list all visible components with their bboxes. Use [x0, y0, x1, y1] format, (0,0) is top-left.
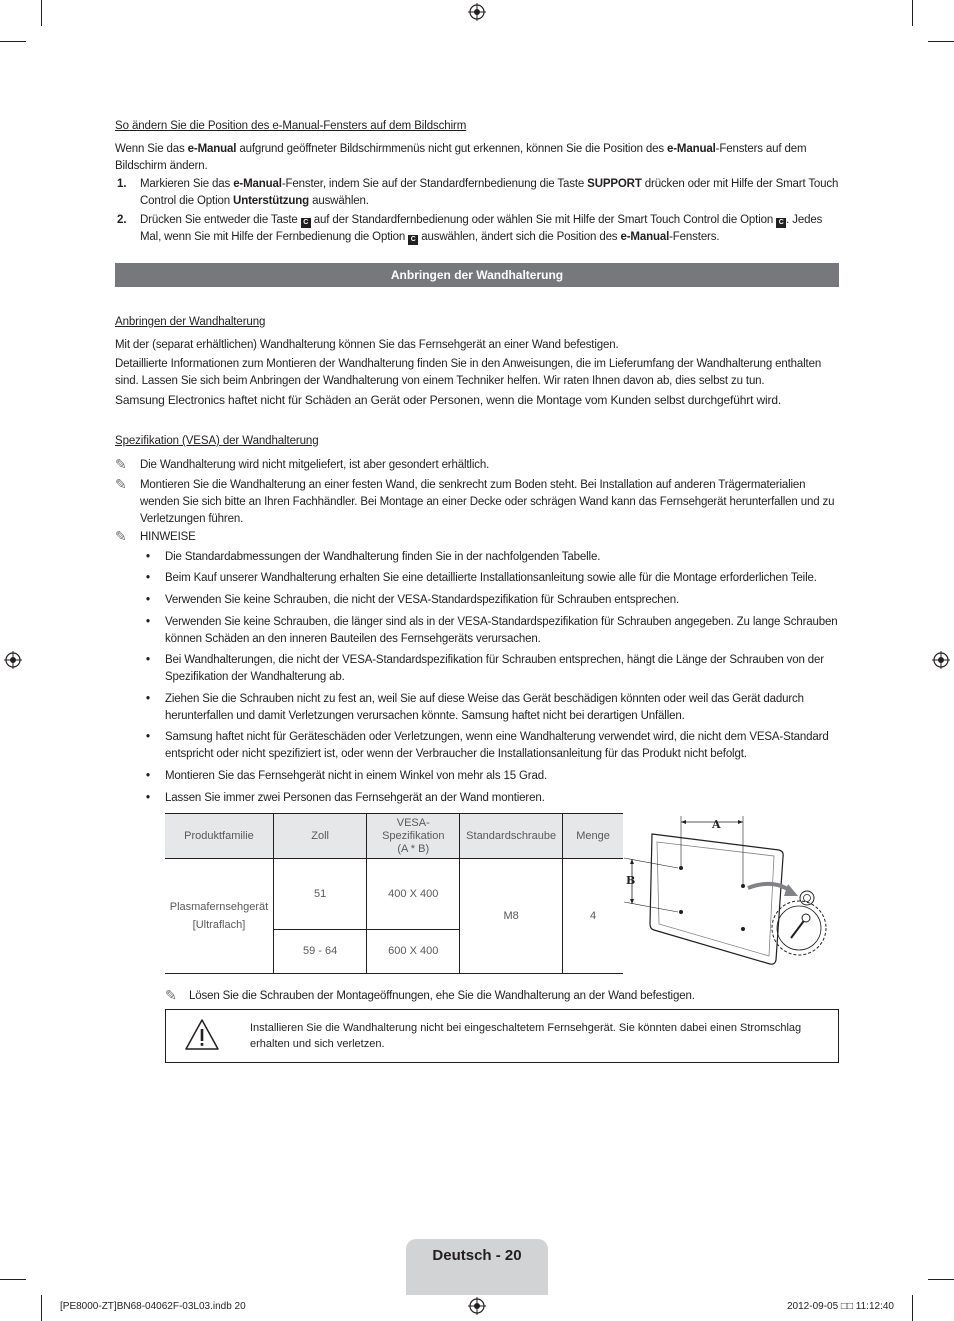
crop-mark	[928, 1279, 954, 1280]
page-number-tab	[406, 1239, 548, 1295]
wall-mount-diagram	[624, 812, 838, 972]
table-cell-zoll: 51	[273, 859, 366, 930]
pencil-note-icon: ✎	[115, 528, 127, 544]
note-text: Montieren Sie die Wandhalterung an einer festen Wand, die senkrecht zum Boden steht. Bei Installation auf anderen Trägermaterialien wenden Sie sich bitte an Ihren Fachhändler. Bei Montage an einer Decke oder schrägen Wand kann das Fernsehgerät herunterfallen und zu Verletzungen führen.	[140, 479, 835, 525]
table-cell-vesa: 600 X 400	[367, 930, 460, 974]
section-bar: Anbringen der Wandhalterung	[115, 263, 839, 287]
header-line: Spezifikation	[382, 829, 445, 842]
bullet-icon: •	[146, 654, 151, 666]
table-header-cell: Menge	[563, 814, 623, 859]
table-header-row	[165, 814, 623, 859]
vesa-heading: Spezifikation (VESA) der Wandhalterung	[115, 435, 319, 447]
note-text: Lösen Sie die Schrauben der Montageöffnungen, ehe Sie die Wandhalterung an der Wand befestigen.	[189, 990, 695, 1002]
bullet-icon: •	[146, 770, 151, 782]
bold-term: SUPPORT	[587, 178, 642, 190]
table-cell-zoll: 59 - 64	[273, 930, 366, 974]
warning-text: Installieren Sie die Wandhalterung nicht bei eingeschaltetem Fernsehgerät. Sie könnten dabei einen Stromschlag erhalten und sich verletzen.	[250, 1022, 802, 1050]
step-text: Drücken Sie entweder die Taste C auf der Standardfernbedienung oder wählen Sie mit Hilfe der Smart Touch Control die Option C . Jedes Mal, wenn Sie mit Hilfe der Fernbedienung die Option C auswählen, ändert sich die Position des e-Manual-Fensters.	[140, 214, 823, 243]
bullet-text: Samsung haftet nicht für Geräteschäden oder Verletzungen, wenn eine Wandhalterung verwendet wird, die nicht dem VESA-Standard entspricht oder nicht spezifiziert ist, oder wenn der Verbraucher die Installationsanleitung für das Produkt nicht befolgt.	[165, 731, 829, 760]
step-number: 1.	[117, 178, 127, 190]
note-item	[115, 529, 839, 549]
table-header-cell: Standardschraube	[460, 814, 563, 859]
table-header-cell	[367, 814, 460, 859]
bullet-text: Bei Wandhalterungen, die nicht der VESA-Standardspezifikation für Schrauben entsprechen, hängt die Länge der Schrauben von der Spezifikation der Wandhalterung ab.	[165, 654, 824, 683]
dimension-a-label: A	[712, 818, 721, 831]
bullet-text: Lassen Sie immer zwei Personen das Fernsehgerät an der Wand montieren.	[165, 792, 545, 804]
bullet-text: Verwenden Sie keine Schrauben, die nicht der VESA-Standardspezifikation für Schrauben entsprechen.	[165, 594, 679, 606]
header-line: (A * B)	[397, 842, 430, 855]
c-key-icon: C	[776, 218, 786, 228]
bullet-text: Die Standardabmessungen der Wandhalterung finden Sie in der nachfolgenden Tabelle.	[165, 551, 601, 563]
crop-mark	[912, 0, 913, 26]
mount-hole-icon	[679, 866, 683, 870]
bullet-icon: •	[146, 551, 151, 563]
crop-mark	[41, 1295, 42, 1321]
bullet-text: Beim Kauf unserer Wandhalterung erhalten Sie eine detaillierte Installationsanleitung sowie alle für die Montage erforderlichen Teile.	[165, 572, 817, 584]
dimension-b-label: B	[626, 874, 636, 887]
page-number: Deutsch - 20	[432, 1247, 522, 1264]
note-text: HINWEISE	[140, 531, 196, 543]
bold-term: e-Manual	[187, 143, 237, 155]
warning-triangle-icon	[184, 1018, 220, 1052]
step-item	[115, 176, 839, 212]
step-number: 2.	[117, 214, 127, 226]
step-text: Markieren Sie das e-Manual-Fenster, indem Sie auf der Standardfernbedienung die Taste SUPPORT drücken oder mit Hilfe der Smart Touch Control die Option Unterstützung auswählen.	[140, 178, 839, 207]
bullet-icon: •	[146, 792, 151, 804]
mount-paragraph: Mit der (separat erhältlichen) Wandhalterung können Sie das Fernsehgerät an einer Wand befestigen.	[115, 339, 619, 351]
table-cell-screw: M8	[460, 859, 563, 974]
c-key-icon: C	[301, 218, 311, 228]
mount-heading: Anbringen der Wandhalterung	[115, 316, 266, 328]
c-key-icon: C	[408, 235, 418, 245]
table-row	[165, 859, 623, 930]
crop-mark	[912, 1295, 913, 1321]
pencil-note-icon: ✎	[115, 456, 127, 472]
registration-mark-icon	[468, 1297, 486, 1315]
note-item	[165, 988, 837, 1005]
crop-mark	[0, 41, 26, 42]
table-header-cell: Produktfamilie	[165, 814, 273, 859]
product-line: [Ultraflach]	[192, 919, 246, 931]
mount-paragraph: Detaillierte Informationen zum Montieren der Wandhalterung finden Sie in den Anweisungen, die im Lieferumfang der Wandhalterung enthalten sind. Lassen Sie sich beim Anbringen der Wandhalterung von einem Techniker helfen. Wir raten Ihnen davon ab, dies selbst zu tun.	[115, 358, 822, 387]
crop-mark	[928, 41, 954, 42]
position-section	[115, 118, 839, 246]
bold-term: e-Manual	[233, 178, 282, 190]
bullet-icon: •	[146, 616, 151, 628]
bullet-icon: •	[146, 731, 151, 743]
note-item	[115, 457, 839, 477]
table-cell-vesa: 400 X 400	[367, 859, 460, 930]
mount-paragraph: Samsung Electronics haftet nicht für Schäden an Gerät oder Personen, wenn die Montage vom Kunden selbst durchgeführt wird.	[115, 393, 782, 407]
bold-term: e-Manual	[667, 143, 716, 155]
bold-term: Unterstützung	[233, 195, 310, 207]
warning-box	[165, 1009, 839, 1063]
mount-hole-icon	[741, 884, 745, 888]
bullet-text: Verwenden Sie keine Schrauben, die länger sind als in der VESA-Standardspezifikation für Schrauben angegeben. Zu lange Schrauben können Schäden an den inneren Bauteilen des Fernsehgeräts verursachen.	[165, 616, 838, 645]
product-line: Plasmafernsehgerät	[169, 901, 269, 913]
pencil-note-icon: ✎	[115, 476, 127, 492]
registration-mark-icon	[932, 651, 950, 669]
step-item	[115, 212, 839, 246]
mount-hole-icon	[741, 927, 745, 931]
crop-mark	[41, 0, 42, 26]
pencil-note-icon: ✎	[165, 987, 177, 1003]
table-cell-qty: 4	[563, 859, 623, 974]
crop-mark	[0, 1279, 26, 1280]
bullet-text: Montieren Sie das Fernsehgerät nicht in einem Winkel von mehr als 15 Grad.	[165, 770, 548, 782]
registration-mark-icon	[468, 3, 486, 21]
bold-term: e-Manual	[620, 231, 670, 243]
bullet-icon: •	[146, 572, 151, 584]
mount-section	[115, 314, 839, 409]
registration-mark-icon	[4, 651, 22, 669]
vesa-spec-table	[165, 813, 623, 974]
note-item	[115, 477, 839, 529]
table-header-cell: Zoll	[273, 814, 366, 859]
bullet-text: Ziehen Sie die Schrauben nicht zu fest an, weil Sie auf diese Weise das Gerät beschädigen könnten oder weil das Gerät dadurch herunterfallen und damit Verletzungen verursachen könnte. Samsung haftet nicht bei derartigen Unfällen.	[165, 693, 804, 722]
bullet-icon: •	[146, 594, 151, 606]
position-heading: So ändern Sie die Position des e-Manual-Fensters auf dem Bildschirm	[115, 120, 467, 132]
table-cell-product	[165, 859, 273, 974]
mount-hole-icon	[679, 910, 683, 914]
bullet-icon: •	[146, 693, 151, 705]
header-line: VESA-	[396, 816, 430, 829]
note-text: Die Wandhalterung wird nicht mitgeliefert, ist aber gesondert erhältlich.	[140, 459, 490, 471]
print-slug-left: [PE8000-ZT]BN68-04062F-03L03.indb 20	[60, 1301, 246, 1312]
vesa-section	[115, 433, 839, 450]
print-slug-right: 2012-09-05 □□ 11:12:40	[787, 1301, 894, 1312]
position-intro: Wenn Sie das e-Manual aufgrund geöffneter Bildschirmmenüs nicht gut erkennen, können Sie die Position des e-Manual-Fensters auf dem Bildschirm ändern.	[115, 143, 807, 172]
